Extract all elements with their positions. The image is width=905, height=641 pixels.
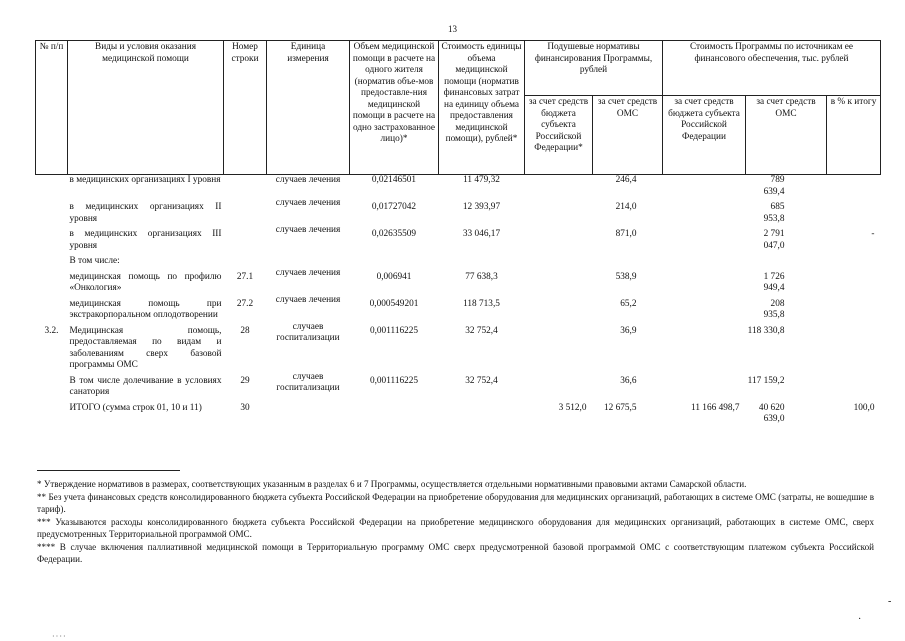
cell-cost: 32 752,4 (465, 375, 498, 386)
cell-progcost-oms: 117 159,2 (747, 375, 785, 386)
cell-name: медицинская помощь при экстракорпоральном оплодотворении (69, 298, 222, 320)
cell-percap-budget: 3 512,0 (558, 402, 587, 413)
cell-progcost-oms: 1 726 949,4 (763, 271, 785, 293)
cell-num (36, 225, 68, 252)
cell-volume: 0,02635509 (371, 229, 417, 239)
cell-cost: 33 046,17 (462, 229, 501, 239)
cell-progcost-pct: - (871, 229, 875, 239)
header-progcost-pct: в % к итогу (827, 96, 881, 175)
cell-volume: 0,001116225 (369, 375, 419, 386)
cell-progcost-pct (827, 252, 881, 268)
cell-progcost-oms: 2 791 047,0 (763, 229, 785, 251)
table-row (36, 225, 881, 252)
cell-volume: 0,006941 (376, 271, 412, 282)
cell-cost: 118 713,5 (463, 298, 500, 309)
header-row-1 (36, 41, 881, 96)
header-row-no: Номер строки (224, 41, 267, 175)
cell-percap-budget (525, 198, 593, 225)
cell-name: В том числе долечивание в условиях санатория (69, 375, 222, 397)
table-body (36, 175, 881, 426)
cell-row-no: 27.2 (236, 298, 254, 309)
cell-progcost-pct: 100,0 (853, 402, 875, 413)
header-progcost-oms: за счет средств ОМС (746, 96, 827, 175)
header-kinds: Виды и условия оказания медицинской помощи (68, 41, 224, 175)
cell-percap-oms (593, 252, 663, 268)
header-volume: Объем медицинской помощи в расчете на одного жителя (норматив объе-мов предоставле-ния медицинской помощи в расчете на одно застрахованное лицо)* (350, 41, 439, 175)
cell-cost (439, 399, 525, 426)
cell-progcost-budget (663, 225, 746, 252)
cell-row-no (224, 252, 267, 268)
cell-unit: случаев лечения (275, 198, 341, 208)
header-progcost-budget: за счет средств бюджета субъекта Российской Федерации (663, 96, 746, 175)
cell-num (36, 372, 68, 399)
cell-row-no: 29 (240, 375, 250, 386)
stray-mark: ···· (52, 632, 67, 641)
cell-name: в медицинских организациях III уровня (69, 229, 222, 251)
cell-cost: 12 393,97 (462, 202, 501, 212)
cell-percap-budget (525, 322, 593, 372)
table-row (36, 175, 881, 199)
header-num: № п/п (36, 41, 68, 175)
cell-progcost-budget (663, 252, 746, 268)
cell-percap-oms: 36,6 (620, 375, 637, 386)
table-row (36, 268, 881, 295)
table-row (36, 295, 881, 322)
header-unit: Единица измерения (267, 41, 350, 175)
cell-progcost-oms: 208 935,8 (763, 298, 785, 320)
cell-volume: 0,01727042 (371, 202, 417, 212)
header-cost: Стоимость единицы объема медицинской помощи (норматив финансовых затрат на единицу объема предоставления медицинской помощи), рублей* (439, 41, 525, 175)
cell-progcost-budget (663, 198, 746, 225)
table-row (36, 252, 881, 268)
cell-progcost-oms: 789 639,4 (763, 175, 785, 197)
cell-percap-oms: 214,0 (615, 202, 637, 212)
cell-cost: 77 638,3 (465, 271, 498, 282)
cell-volume: 0,000549201 (369, 298, 419, 309)
cell-unit: случаев лечения (275, 225, 341, 235)
cell-unit: случаев лечения (275, 294, 341, 305)
cell-volume: 0,02146501 (371, 175, 417, 185)
cell-cost: 32 752,4 (465, 325, 498, 336)
header-percap-budget: за счет средств бюджета субъекта Российской Федерации* (525, 96, 593, 175)
cell-progcost-pct (827, 268, 881, 295)
cell-num: 3.2. (44, 325, 59, 336)
cell-name: В том числе: (69, 256, 120, 266)
cell-progcost-oms: 685 953,8 (763, 202, 785, 224)
cell-num (36, 268, 68, 295)
cell-progcost-budget (663, 295, 746, 322)
cell-progcost-pct (827, 372, 881, 399)
cell-percap-oms: 65,2 (620, 298, 637, 309)
cell-row-no (224, 198, 267, 225)
cell-unit: случаев лечения (275, 175, 341, 185)
cell-percap-budget (525, 372, 593, 399)
cell-progcost-budget (663, 268, 746, 295)
cell-name: ИТОГО (сумма строк 01, 10 и 11) (69, 402, 202, 413)
cell-name: в медицинских организациях I уровня (69, 175, 221, 185)
cell-percap-budget (525, 225, 593, 252)
cell-row-no: 28 (240, 325, 250, 336)
cell-unit: случаев госпитализации (276, 371, 340, 393)
cell-percap-oms: 36,9 (620, 325, 637, 336)
cell-percap-budget (525, 252, 593, 268)
footnote-1: * Утверждение нормативов в размерах, соответствующих указанным в разделах 6 и 7 Программы, осуществляется отдельными нормативными правовыми актами Самарской области. (37, 479, 747, 489)
footnote-3: *** Указываются расходы консолидированного бюджета субъекта Российской Федерации на приобретение медицинского оборудования для медицинских организаций, работающих в системе ОМС, сверх предусмотренных Территориальной программой ОМС. (37, 516, 874, 539)
cell-cost (439, 252, 525, 268)
cell-cost: 11 479,32 (463, 175, 500, 185)
footnote-4: **** В случае включения паллиативной медицинской помощи в Территориальную программу ОМС сверх предусмотренной базовой программой ОМС с соответствующим платежом субъекта Российской Федерации. (37, 541, 874, 564)
cell-percap-oms: 538,9 (615, 271, 637, 282)
cell-row-no: 30 (240, 402, 250, 413)
footnote-divider (37, 470, 180, 471)
stray-mark: - (888, 596, 892, 607)
table-row (36, 198, 881, 225)
cell-name: медицинская помощь по профилю «Онкология» (69, 271, 222, 293)
table-row (36, 322, 881, 372)
cell-num (36, 175, 68, 199)
footnotes (37, 478, 874, 566)
cell-num (36, 252, 68, 268)
footnote-2: ** Без учета финансовых средств консолидированного бюджета субъекта Российской Федерации на приобретение оборудования для медицинских организаций, работающих в системе ОМС (затраты, не вошедшие в тариф). (37, 491, 874, 514)
program-cost-table (35, 40, 881, 426)
cell-progcost-oms: 118 330,8 (747, 325, 785, 336)
page-number: 13 (448, 24, 457, 34)
cell-unit: случаев госпитализации (276, 321, 340, 343)
header-percap-oms: за счет средств ОМС (593, 96, 663, 175)
header-percap: Подушевые нормативы финансирования Программы, рублей (525, 41, 663, 96)
table-row (36, 399, 881, 426)
cell-percap-budget (525, 175, 593, 199)
cell-progcost-budget (663, 175, 746, 199)
cell-row-no (224, 175, 267, 199)
cell-name: Медицинская помощь, предоставляемая по видам и заболеваниям сверх базовой программы ОМС (69, 325, 222, 370)
cell-percap-budget (525, 268, 593, 295)
cell-percap-oms: 246,4 (615, 175, 637, 185)
cell-percap-budget (525, 295, 593, 322)
cell-volume (350, 252, 439, 268)
stray-mark: · (858, 614, 862, 625)
cell-progcost-budget: 11 166 498,7 (691, 402, 740, 413)
cell-volume: 0,001116225 (369, 325, 419, 336)
cell-progcost-budget (663, 372, 746, 399)
cell-progcost-pct (827, 322, 881, 372)
cell-progcost-pct (827, 295, 881, 322)
cell-row-no (224, 225, 267, 252)
cell-num (36, 399, 68, 426)
header-progcost: Стоимость Программы по источникам ее финансового обеспечения, тыс. рублей (663, 41, 881, 96)
cell-progcost-oms (746, 252, 827, 268)
cell-name: в медицинских организациях II уровня (69, 202, 222, 224)
cell-percap-oms: 12 675,5 (603, 402, 637, 413)
cell-volume (350, 399, 439, 426)
cell-unit: случаев лечения (275, 267, 341, 278)
cell-unit (267, 399, 350, 426)
cell-num (36, 198, 68, 225)
cell-unit (267, 252, 350, 268)
cell-progcost-pct (827, 198, 881, 225)
cell-percap-oms: 871,0 (615, 229, 637, 239)
cell-num (36, 295, 68, 322)
cell-progcost-oms: 40 620 639,0 (758, 402, 785, 424)
table-row (36, 372, 881, 399)
cell-progcost-pct (827, 175, 881, 199)
cell-row-no: 27.1 (236, 271, 254, 282)
cell-progcost-budget (663, 322, 746, 372)
